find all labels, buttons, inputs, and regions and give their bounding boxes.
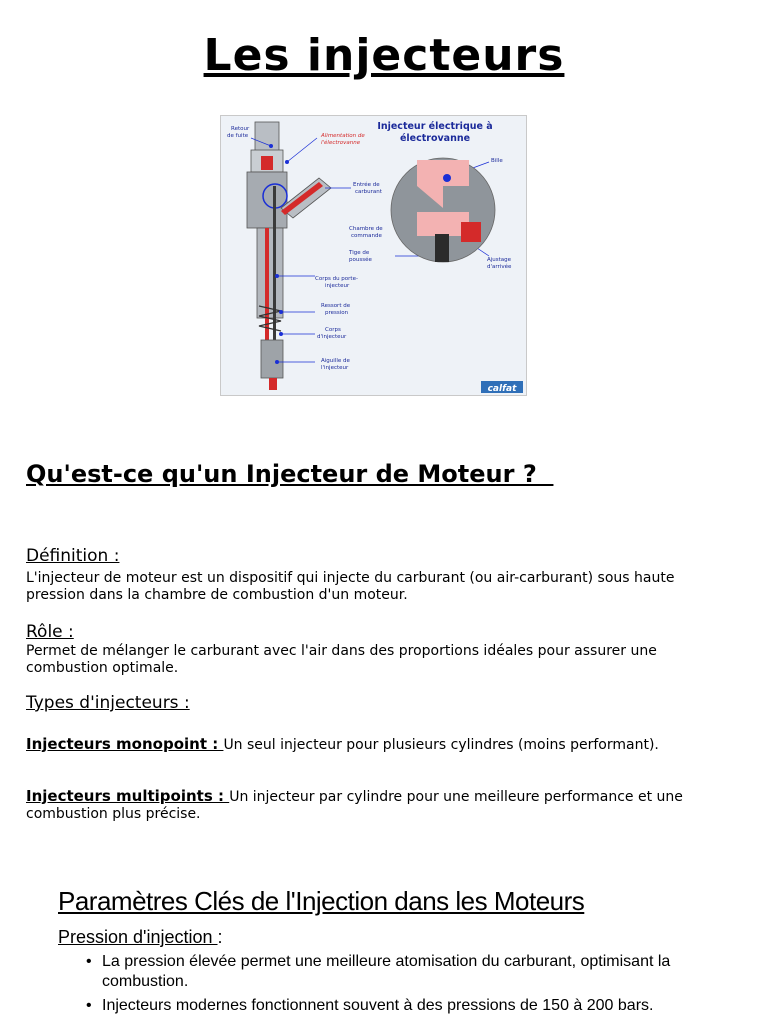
page-title: Les injecteurs: [203, 30, 565, 81]
pressure-label: Pression d'injection: [58, 927, 218, 947]
type-name: Injecteurs multipoints :: [26, 787, 230, 805]
label-tige-1: Tige de: [349, 250, 370, 256]
type-desc: Un injecteur par cylindre pour une meilleure performance et une combustion plus précise.: [26, 789, 683, 822]
pressure-bullet-list: [84, 952, 724, 1020]
label-chambre-2: commande: [351, 233, 382, 239]
list-item: • Injecteurs modernes fonctionnent souvent à des pressions de 150 à 200 bars.: [84, 996, 724, 1016]
label-alim-1: Alimentation de: [321, 133, 365, 139]
diagram-heading-line2: électrovanne: [399, 133, 471, 144]
definition-text: L'injecteur de moteur est un dispositif qui injecte du carburant (ou air-carburant) sous haute pression dans la chambre de combustion d'un moteur.: [26, 570, 675, 603]
label-ajustage-2: d'arrivée: [487, 264, 512, 270]
label-aiguille-1: Aiguille de: [321, 358, 350, 364]
label-corps-inj-1: Corps: [325, 327, 341, 333]
label-entree-1: Entrée de: [353, 182, 380, 188]
types-label: Types d'injecteurs :: [26, 693, 190, 713]
injector-illustration: [221, 116, 526, 395]
label-ressort-2: pression: [325, 310, 349, 316]
zoom-detail: [391, 158, 495, 262]
list-item: • La pression élevée permet une meilleure atomisation du carburant, optimisant la combustion.: [84, 952, 724, 992]
pressure-subheading: [58, 927, 223, 948]
label-corps-porte-1: Corps du porte-: [315, 276, 358, 282]
role-label: Rôle :: [26, 622, 74, 642]
label-corps-inj-2: d'injecteur: [317, 334, 347, 340]
injector-diagram: [220, 115, 527, 396]
role-text: Permet de mélanger le carburant avec l'air dans des proportions idéales pour assurer une combustion optimale.: [26, 643, 657, 676]
type-name: Injecteurs monopoint :: [26, 735, 224, 753]
label-tige-2: poussée: [349, 257, 372, 263]
definition-label: Définition :: [26, 546, 120, 566]
label-alim-2: l'électrovanne: [321, 140, 361, 146]
label-retour-1: Retour: [231, 126, 250, 132]
type-desc: Un seul injecteur pour plusieurs cylindres (moins performant).: [223, 737, 659, 753]
label-ajustage-1: Ajustage: [487, 257, 512, 263]
label-entree-2: carburant: [355, 189, 382, 195]
label-ressort-1: Ressort de: [321, 303, 351, 309]
type-item-multipoints: [26, 788, 716, 823]
diagram-heading-line1: Injecteur électrique à: [377, 121, 493, 132]
label-bille: Bille: [491, 158, 503, 164]
label-retour-2: de fuite: [227, 133, 249, 139]
calfat-logo: calfat: [487, 384, 517, 394]
label-chambre-1: Chambre de: [349, 226, 383, 232]
pressure-colon: :: [217, 927, 223, 947]
label-corps-porte-2: injecteur: [325, 283, 350, 289]
label-aiguille-2: l'injecteur: [321, 365, 349, 371]
type-item-monopoint: [26, 736, 716, 754]
section-heading-parameters: Paramètres Clés de l'Injection dans les Moteurs: [58, 886, 585, 916]
section-heading-injector: Qu'est-ce qu'un Injecteur de Moteur ?: [26, 460, 554, 488]
